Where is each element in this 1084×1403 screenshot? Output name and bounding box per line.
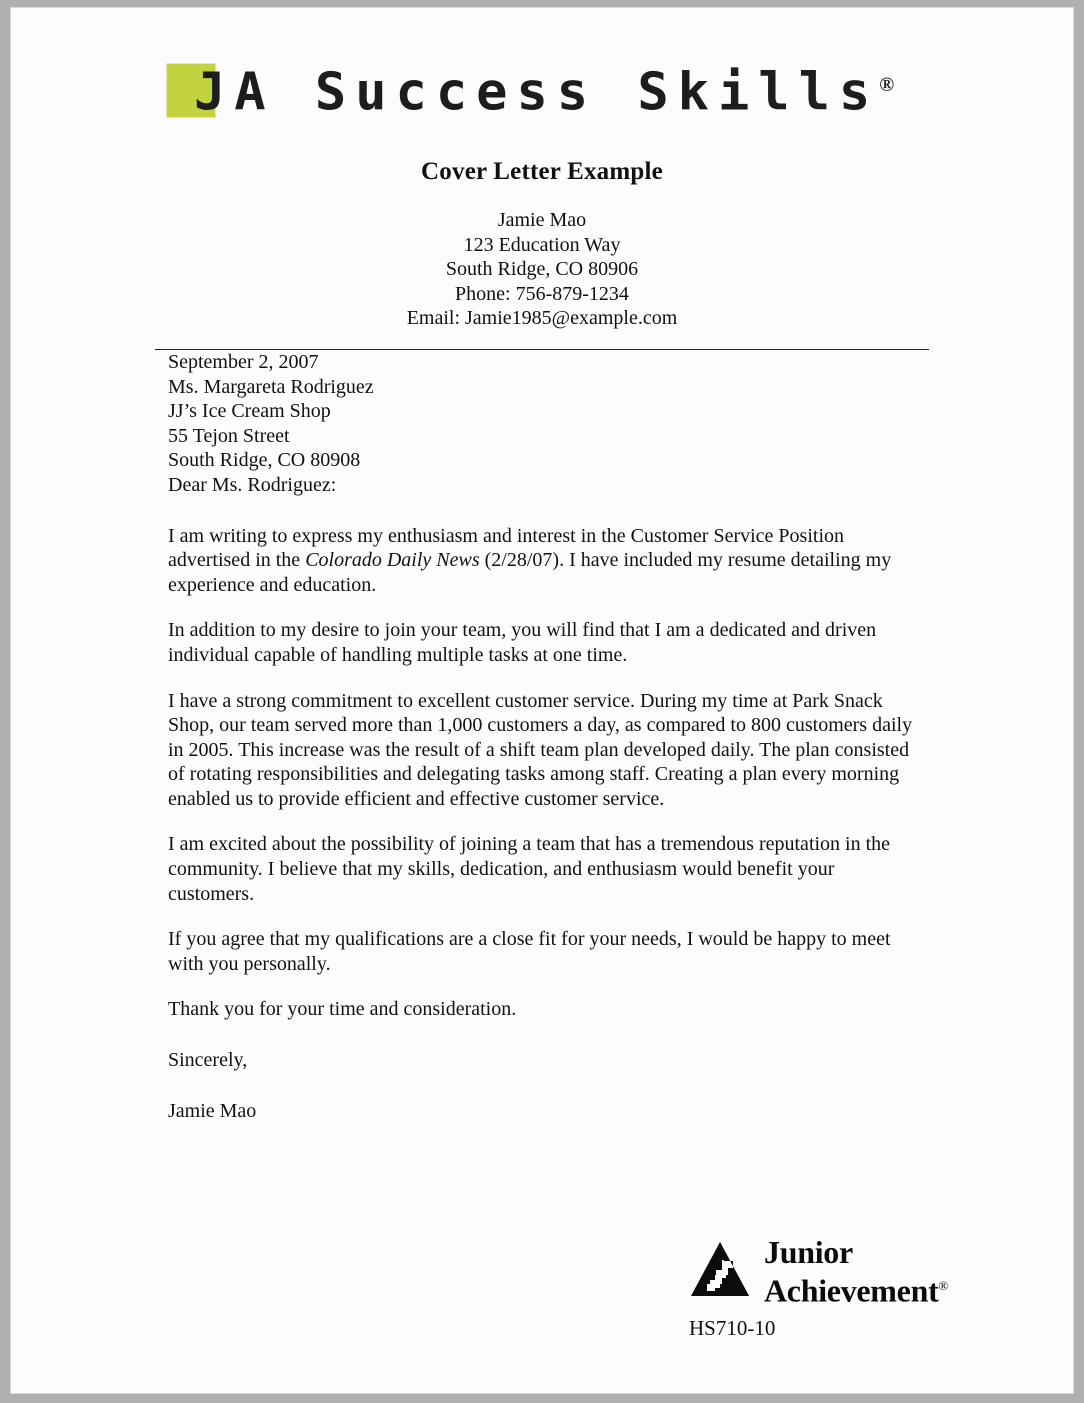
letter-paragraphs <box>168 524 916 1124</box>
wordmark-line-1: Junior <box>764 1234 853 1271</box>
letter-body <box>11 350 1073 1123</box>
footer <box>11 1236 1073 1341</box>
paragraph-2: In addition to my desire to join your team, you will find that I am a dedicated and driven individual capable of handling multiple tasks at one time. <box>168 619 877 666</box>
letter-date: September 2, 2007 <box>168 350 319 373</box>
signature-name: Jamie Mao <box>168 1099 257 1122</box>
brand-registered-mark: ® <box>879 74 895 96</box>
recipient-city-state-zip: South Ridge, CO 80908 <box>168 449 361 472</box>
recipient-street: 55 Tejon Street <box>168 424 290 447</box>
sender-email: Email: Jamie1985@example.com <box>406 307 678 330</box>
brand-title-text: JA Success Skills <box>194 62 880 123</box>
paragraph-4: I am excited about the possibility of joining a team that has a tremendous reputation in the community. I believe that my skills, dedication, and enthusiasm would benefit your customers. <box>168 833 891 905</box>
closing-salutation: Sincerely, <box>168 1049 248 1072</box>
footer-registered-mark: ® <box>938 1278 948 1294</box>
thank-you-line: Thank you for your time and consideration. <box>168 998 517 1021</box>
recipient-name: Ms. Margareta Rodriguez <box>168 375 374 398</box>
letterhead-block <box>11 158 1073 331</box>
document-page <box>11 8 1073 1393</box>
publication-name: Colorado Daily News <box>305 549 480 572</box>
brand-title <box>194 52 894 125</box>
closing-block <box>168 997 916 1123</box>
recipient-company: JJ’s Ice Cream Shop <box>168 400 331 423</box>
paragraph-1-part-2: (2/28/07). I have included my resume detailing my experience and education. <box>168 549 892 596</box>
paragraph-5: If you agree that my qualifications are a close fit for your needs, I would be happy to meet with you personally. <box>168 928 891 975</box>
junior-achievement-triangle-logo-icon <box>689 1239 751 1301</box>
sender-name: Jamie Mao <box>497 209 587 231</box>
sender-city-state-zip: South Ridge, CO 80906 <box>445 258 639 281</box>
sender-phone: Phone: 756-879-1234 <box>455 282 629 305</box>
sender-address-block <box>11 208 1073 331</box>
recipient-address-block <box>168 375 916 473</box>
document-code: HS710-10 <box>689 1316 776 1340</box>
paragraph-1 <box>168 524 916 598</box>
paragraph-1-part-1: I am writing to express my enthusiasm and interest in the Customer Service Position advertised in the <box>168 524 845 572</box>
wordmark-line-2-wrap <box>764 1269 948 1308</box>
salutation: Dear Ms. Rodriguez: <box>168 473 337 496</box>
masthead <box>11 8 1073 123</box>
wordmark-line-2: Achievement <box>764 1273 939 1309</box>
sender-street: 123 Education Way <box>463 233 621 256</box>
junior-achievement-wordmark <box>764 1236 948 1308</box>
paragraph-3: I have a strong commitment to excellent customer service. During my time at Park Snack Shop, our team served more than 1,000 customers a day, as compared to 800 customers daily in 2005. This increase was the result of a shift team plan developed daily. The plan consisted of rotating responsibilities and delegating tasks among staff. Creating a plan every morning enabled us to provide efficient and effective customer service. <box>168 689 913 810</box>
page-title: Cover Letter Example <box>421 158 663 185</box>
junior-achievement-logo <box>689 1236 1073 1308</box>
